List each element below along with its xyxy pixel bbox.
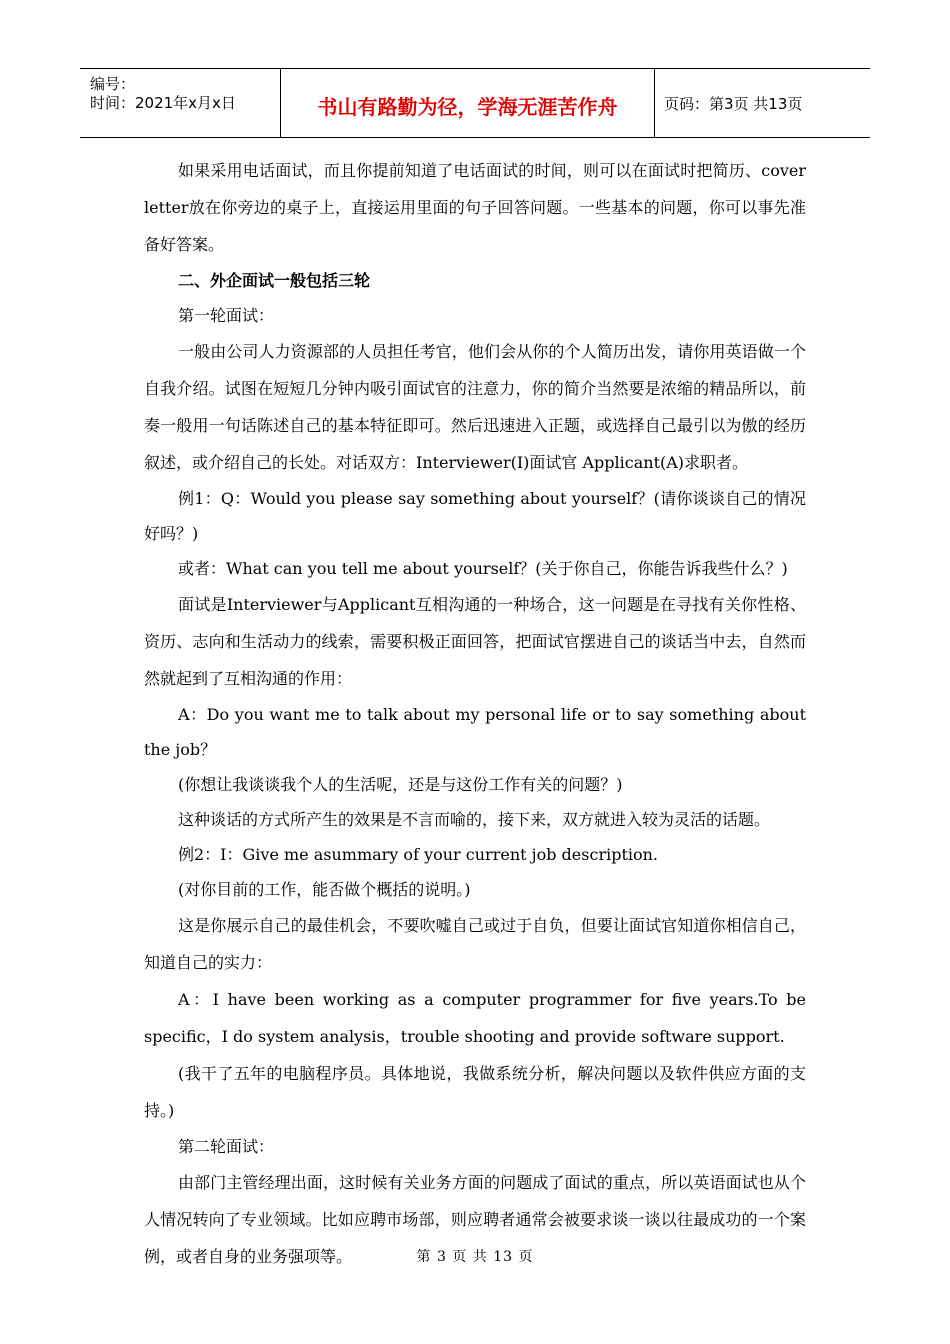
example-one-alternative: 或者：What can you tell me about yourself？(关于你自己，你能告诉我些什么？) xyxy=(178,559,788,578)
example-two-question-translation: (对你目前的工作，能否做个概括的说明。) xyxy=(178,880,471,899)
round-two-heading: 第二轮面试： xyxy=(178,1137,275,1156)
header-center-cell xyxy=(280,69,655,137)
page-footer: 第 3 页 共 13 页 xyxy=(416,1249,534,1265)
example-one-answer-translation: (你想让我谈谈我个人的生活呢，还是与这份工作有关的问题？) xyxy=(178,775,623,794)
document-date: 时间：2021年x月x日 xyxy=(90,94,236,112)
example-two-answer-translation: (我干了五年的电脑程序员。具体地说，我做系统分析，解决问题以及软件供应方面的支持。) xyxy=(144,1064,806,1120)
paragraph-round-two: 由部门主管经理出面，这时候有关业务方面的问题成了面试的重点，所以英语面试也从个人情况转向了专业领域。比如应聘市场部，则应聘者通常会被要求谈一谈以往最成功的一个案例，或者自身的业务强项等。 xyxy=(144,1173,806,1266)
example-one-question: 例1：Q：Would you please say something about yourself？(请你谈谈自己的情况好吗？) xyxy=(144,489,806,543)
document-number-label: 编号： xyxy=(90,75,136,93)
paragraph-communication: 面试是Interviewer与Applicant互相沟通的一种场合，这一问题是在寻找有关你性格、资历、志向和生活动力的线索，需要积极正面回答，把面试官摆进自己的谈话当中去，自然而然就起到了互相沟通的作用： xyxy=(144,595,806,688)
paragraph-showcase: 这是你展示自己的最佳机会，不要吹嘘自己或过于自负，但要让面试官知道你相信自己，知道自己的实力： xyxy=(144,916,806,972)
section-heading: 二、外企面试一般包括三轮 xyxy=(178,271,371,290)
document-body xyxy=(144,152,806,1275)
example-two-answer: A：I have been working as a computer programmer for five years.To be specific，I do system analysis，trouble shooting and provide software support. xyxy=(144,990,807,1046)
header-left-cell xyxy=(80,69,280,137)
header-right-cell xyxy=(654,69,870,137)
header-motto: 书山有路勤为径，学海无涯苦作舟 xyxy=(317,95,618,119)
round-one-heading: 第一轮面试： xyxy=(178,306,275,325)
example-one-answer: A：Do you want me to talk about my personal life or to say something about the job？ xyxy=(144,705,806,759)
header-page-info: 页码：第3页 共13页 xyxy=(664,95,803,113)
paragraph-effect: 这种谈话的方式所产生的效果是不言而喻的，接下来，双方就进入较为灵活的话题。 xyxy=(178,810,771,829)
example-two-question: 例2：I：Give me asummary of your current job description. xyxy=(178,845,659,864)
paragraph-round-one: 一般由公司人力资源部的人员担任考官，他们会从你的个人简历出发，请你用英语做一个自我介绍。试图在短短几分钟内吸引面试官的注意力，你的简介当然要是浓缩的精品所以，前奏一般用一句话陈述自己的基本特征即可。然后迅速进入正题，或选择自己最引以为傲的经历叙述，或介绍自己的长处。对话双方：Interviewer(I)面试官 Applicant(A)求职者。 xyxy=(144,342,806,472)
page-header xyxy=(80,68,870,138)
paragraph-phone-interview: 如果采用电话面试，而且你提前知道了电话面试的时间，则可以在面试时把简历、cover letter放在你旁边的桌子上，直接运用里面的句子回答问题。一些基本的问题，你可以事先准备好答案。 xyxy=(144,161,806,254)
